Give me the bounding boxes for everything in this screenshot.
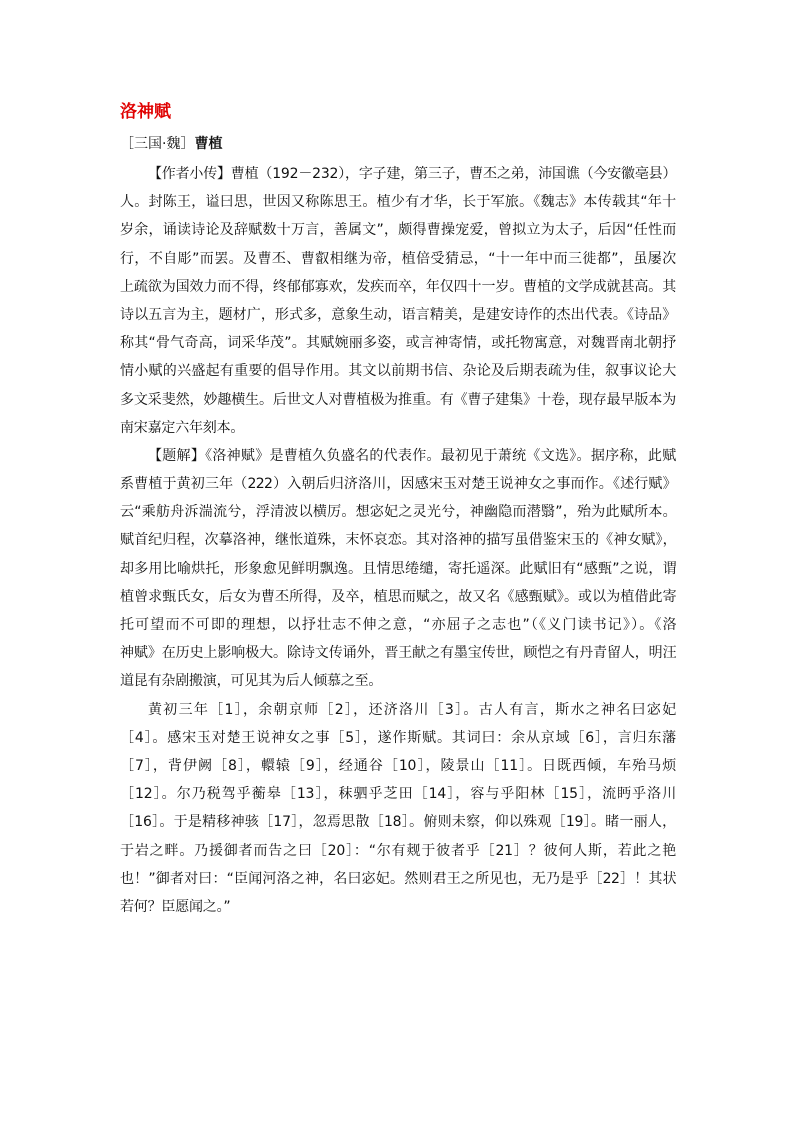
- text-line: 情小赋的兴盛起有重要的倡导作用。其文以前期书信、杂论及后期表疏为佳，叙事议论大: [120, 363, 676, 380]
- text-line: 南宋嘉定六年刻本。: [120, 419, 245, 436]
- paragraph-main-text: [120, 696, 676, 922]
- text-line: 上疏欲为国效力而不得，终郁郁寡欢，发疾而卒，年仅四十一岁。曹植的文学成就甚高。其: [120, 278, 676, 295]
- text-line: ［4］。感宋玉对楚王说神女之事［5］，遂作斯赋。其词曰：余从京域［6］，言归东藩: [120, 729, 676, 746]
- text-line: 黄初三年［1］，余朝京师［2］，还济洛川［3］。古人有言，斯水之神名曰宓妃: [148, 701, 676, 718]
- text-line: 植曾求甄氏女，后女为曹丕所得，及卒，植思而赋之，故又名《感甄赋》。或以为植借此寄: [120, 588, 676, 605]
- paragraph-author-bio: [120, 160, 676, 442]
- text-line: 若何？臣愿闻之。”: [120, 898, 231, 915]
- text-line: 神赋》在历史上影响极大。除诗文传诵外，晋王献之有墨宝传世，顾恺之有丹青留人，明汪: [120, 645, 676, 662]
- text-line: 道昆有杂剧搬演，可见其为后人倾慕之至。: [120, 673, 383, 690]
- text-line: 多文采斐然，妙趣横生。后世文人对曹植极为推重。有《曹子建集》十卷，现存最早版本为: [120, 391, 676, 408]
- byline-dynasty: ［三国·魏］: [120, 136, 195, 152]
- byline-author: 曹植: [194, 136, 223, 152]
- text-line: 赋首纪归程，次摹洛神，继怅道殊，末怀哀恋。其对洛神的描写虽借鉴宋玉的《神女赋》，: [120, 532, 676, 549]
- text-line: 于岩之畔。乃援御者而告之曰［20］：“尔有觌于彼者乎［21］？彼何人斯，若此之艳: [120, 842, 676, 859]
- text-line: ［7］，背伊阙［8］，轘辕［9］，经通谷［10］，陵景山［11］。日既西倾，车殆马烦: [120, 757, 676, 774]
- document-page: [120, 100, 676, 921]
- document-title: 洛神赋: [120, 102, 171, 122]
- byline: [120, 134, 676, 154]
- text-line: 【作者小传】曹植（192－232），字子建，第三子，曹丕之弟，沛国谯（今安徽亳县）: [148, 166, 676, 182]
- text-line: 人。封陈王，谥曰思，世因又称陈思王。植少有才华，长于军旅。《魏志》本传载其“年十: [120, 194, 676, 211]
- paragraph-explanation: [120, 442, 676, 696]
- text-line: 却多用比喻烘托，形象愈见鲜明飘逸。且情思绻缱，寄托遥深。此赋旧有“感甄”之说，谓: [120, 560, 676, 577]
- text-line: 托可望而不可即的理想，以抒壮志不伸之意，“亦屈子之志也”（《义门读书记》）。《洛: [120, 617, 676, 633]
- text-line: ［16］。于是精移神骇［17］，忽焉思散［18］。俯则未察，仰以殊观［19］。睹一丽人，: [120, 814, 676, 831]
- text-line: 【题解】《洛神赋》是曹植久负盛名的代表作。最初见于萧统《文选》。据序称，此赋: [148, 447, 676, 464]
- text-line: 行，不自彫”而罢。及曹丕、曹叡相继为帝，植倍受猜忌，“十一年中而三徙都”，虽屡次: [120, 250, 676, 267]
- text-line: 诗以五言为主，题材广，形式多，意象生动，语言精美，是建安诗作的杰出代表。《诗品》: [120, 306, 676, 323]
- text-line: 称其“骨气奇高，词采华茂”。其赋婉丽多姿，或言神寄情，或托物寓意，对魏晋南北朝抒: [120, 335, 676, 352]
- text-line: 岁余，诵读诗论及辞赋数十万言，善属文”，颇得曹操宠爱，曾拟立为太子，后因“任性而: [120, 222, 676, 239]
- text-line: 也！”御者对曰：“臣闻河洛之神，名曰宓妃。然则君王之所见也，无乃是乎［22］！其状: [120, 870, 676, 887]
- text-line: ［12］。尔乃税驾乎蘅皋［13］，秣驷乎芝田［14］，容与乎阳林［15］，流眄乎洛川: [120, 786, 676, 803]
- text-line: 云“乘舫舟泝湍流兮，浮清波以横厉。想宓妃之灵光兮，神幽隐而潜翳”，殆为此赋所本。: [120, 504, 676, 521]
- text-line: 系曹植于黄初三年（222）入朝后归济洛川，因感宋玉对楚王说神女之事而作。《述行赋》: [120, 476, 676, 493]
